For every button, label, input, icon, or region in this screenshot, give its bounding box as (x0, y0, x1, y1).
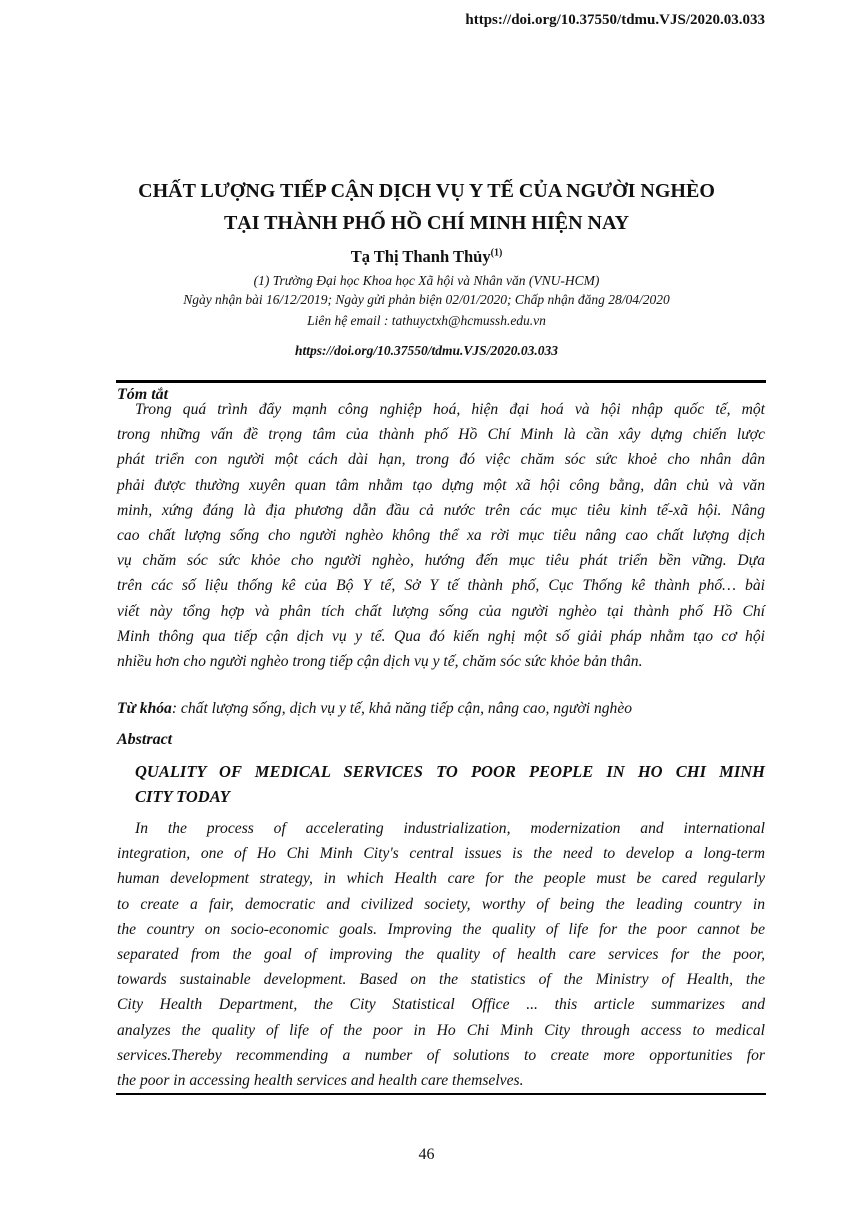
title-line-2: TẠI THÀNH PHỐ HỒ CHÍ MINH HIỆN NAY (223, 212, 630, 234)
keywords-label: Từ khóa (117, 700, 172, 717)
author (0, 247, 853, 267)
dates: Ngày nhận bài 16/12/2019; Ngày gửi phản biện 02/01/2020; Chấp nhận đăng 28/04/2020 (183, 292, 670, 307)
abstract-line: analyzes the quality of life of the poor in Ho Chi Minh City through access to medical (117, 1021, 765, 1039)
divider-bottom (116, 1093, 766, 1095)
summary-line: nhiều hơn cho người nghèo trong tiếp cận dịch vụ y tế, chăm sóc sức khỏe bản thân. (117, 653, 643, 670)
summary-line: trong những vấn đề trọng tâm của thành phố Hồ Chí Minh là cần xây dựng chiến lược (117, 426, 765, 444)
summary-line: viết này tổng hợp và phân tích chất lượng sống của người nghèo tại thành phố Hồ Chí (117, 602, 765, 620)
doi-link[interactable]: https://doi.org/10.37550/tdmu.VJS/2020.03.033 (295, 343, 558, 358)
summary-line: vụ chăm sóc sức khỏe cho người nghèo, hướng đến mục tiêu phát triển bền vững. Dựa (117, 552, 765, 570)
author-name: Tạ Thị Thanh Thủy (350, 247, 491, 266)
summary-line: cao chất lượng sống cho người nghèo không thể xa rời mục tiêu nâng cao chất lượng dịch (117, 527, 765, 544)
abstract-line: the poor in accessing health services and health care themselves. (117, 1072, 524, 1089)
abstract-line: towards sustainable development. Based on the statistics of the Ministry of Health, the (117, 971, 765, 989)
en-title-line-1: QUALITY OF MEDICAL SERVICES TO POOR PEOPLE IN HO CHI MINH (135, 762, 765, 781)
title-line-1: CHẤT LƯỢNG TIẾP CẬN DỊCH VỤ Y TẾ CỦA NGƯỜI NGHÈO (138, 180, 715, 202)
abstract-line: integration, one of Ho Chi Minh City's central issues is the need to develop a long-term (117, 845, 765, 863)
page-number: 46 (418, 1146, 435, 1163)
abstract-heading: Abstract (117, 731, 173, 748)
keywords-text: : chất lượng sống, dịch vụ y tế, khả năng tiếp cận, nâng cao, người nghèo (171, 700, 633, 717)
abstract-line: City Health Department, the City Statistical Office ... this article summarizes and (117, 996, 765, 1014)
abstract-line: the country on socio-economic goals. Improving the quality of life for the poor cannot be (117, 920, 765, 938)
summary-line: trên các số liệu thống kê của Bộ Y tế, Sở Y tế thành phố, Cục Thống kê thành phố… bài (117, 577, 765, 595)
summary-line: phải được thường xuyên quan tâm nhằm tạo dựng một xã hội công bằng, dân chủ và văn (117, 476, 765, 494)
affiliation: (1) Trường Đại học Khoa học Xã hội và Nhân văn (VNU-HCM) (253, 273, 600, 288)
abstract-line: human development strategy, in which Health care for the people must be cared regularly (117, 870, 765, 888)
author-sup: (1) (490, 247, 503, 259)
abstract-line: separated from the goal of improving the quality of health care services for the poor, (117, 946, 765, 963)
summary-line: phát triển con người một cách dài hạn, trong đó việc chăm sóc sức khoẻ cho nhân dân (117, 451, 765, 469)
summary-line: minh, xứng đáng là địa phương dẫn đầu cả nước trên các mục tiêu kinh tế-xã hội. Nâng (117, 501, 765, 519)
keywords (117, 700, 632, 718)
contact-email: Liên hệ email : tathuyctxh@hcmussh.edu.vn (307, 313, 546, 328)
abstract-line: to create a fair, democratic and civilized society, worthy of being the leading country in (117, 895, 765, 913)
divider-top (116, 380, 766, 383)
en-title-line-2: CITY TODAY (135, 787, 230, 806)
summary-heading: Tóm tắt (117, 386, 169, 403)
summary-line: Minh thông qua tiếp cận dịch vụ y tế. Qua đó kiến nghị một số giải pháp nhằm tạo cơ hội (117, 627, 765, 645)
header-doi[interactable]: https://doi.org/10.37550/tdmu.VJS/2020.03.033 (465, 12, 765, 28)
summary-line: Trong quá trình đẩy mạnh công nghiệp hoá, hiện đại hoá và hội nhập quốc tế, một (135, 401, 765, 418)
abstract-line: services.Thereby recommending a number of solutions to create more opportunities for (117, 1046, 765, 1064)
abstract-line: In the process of accelerating industrialization, modernization and international (135, 820, 765, 837)
